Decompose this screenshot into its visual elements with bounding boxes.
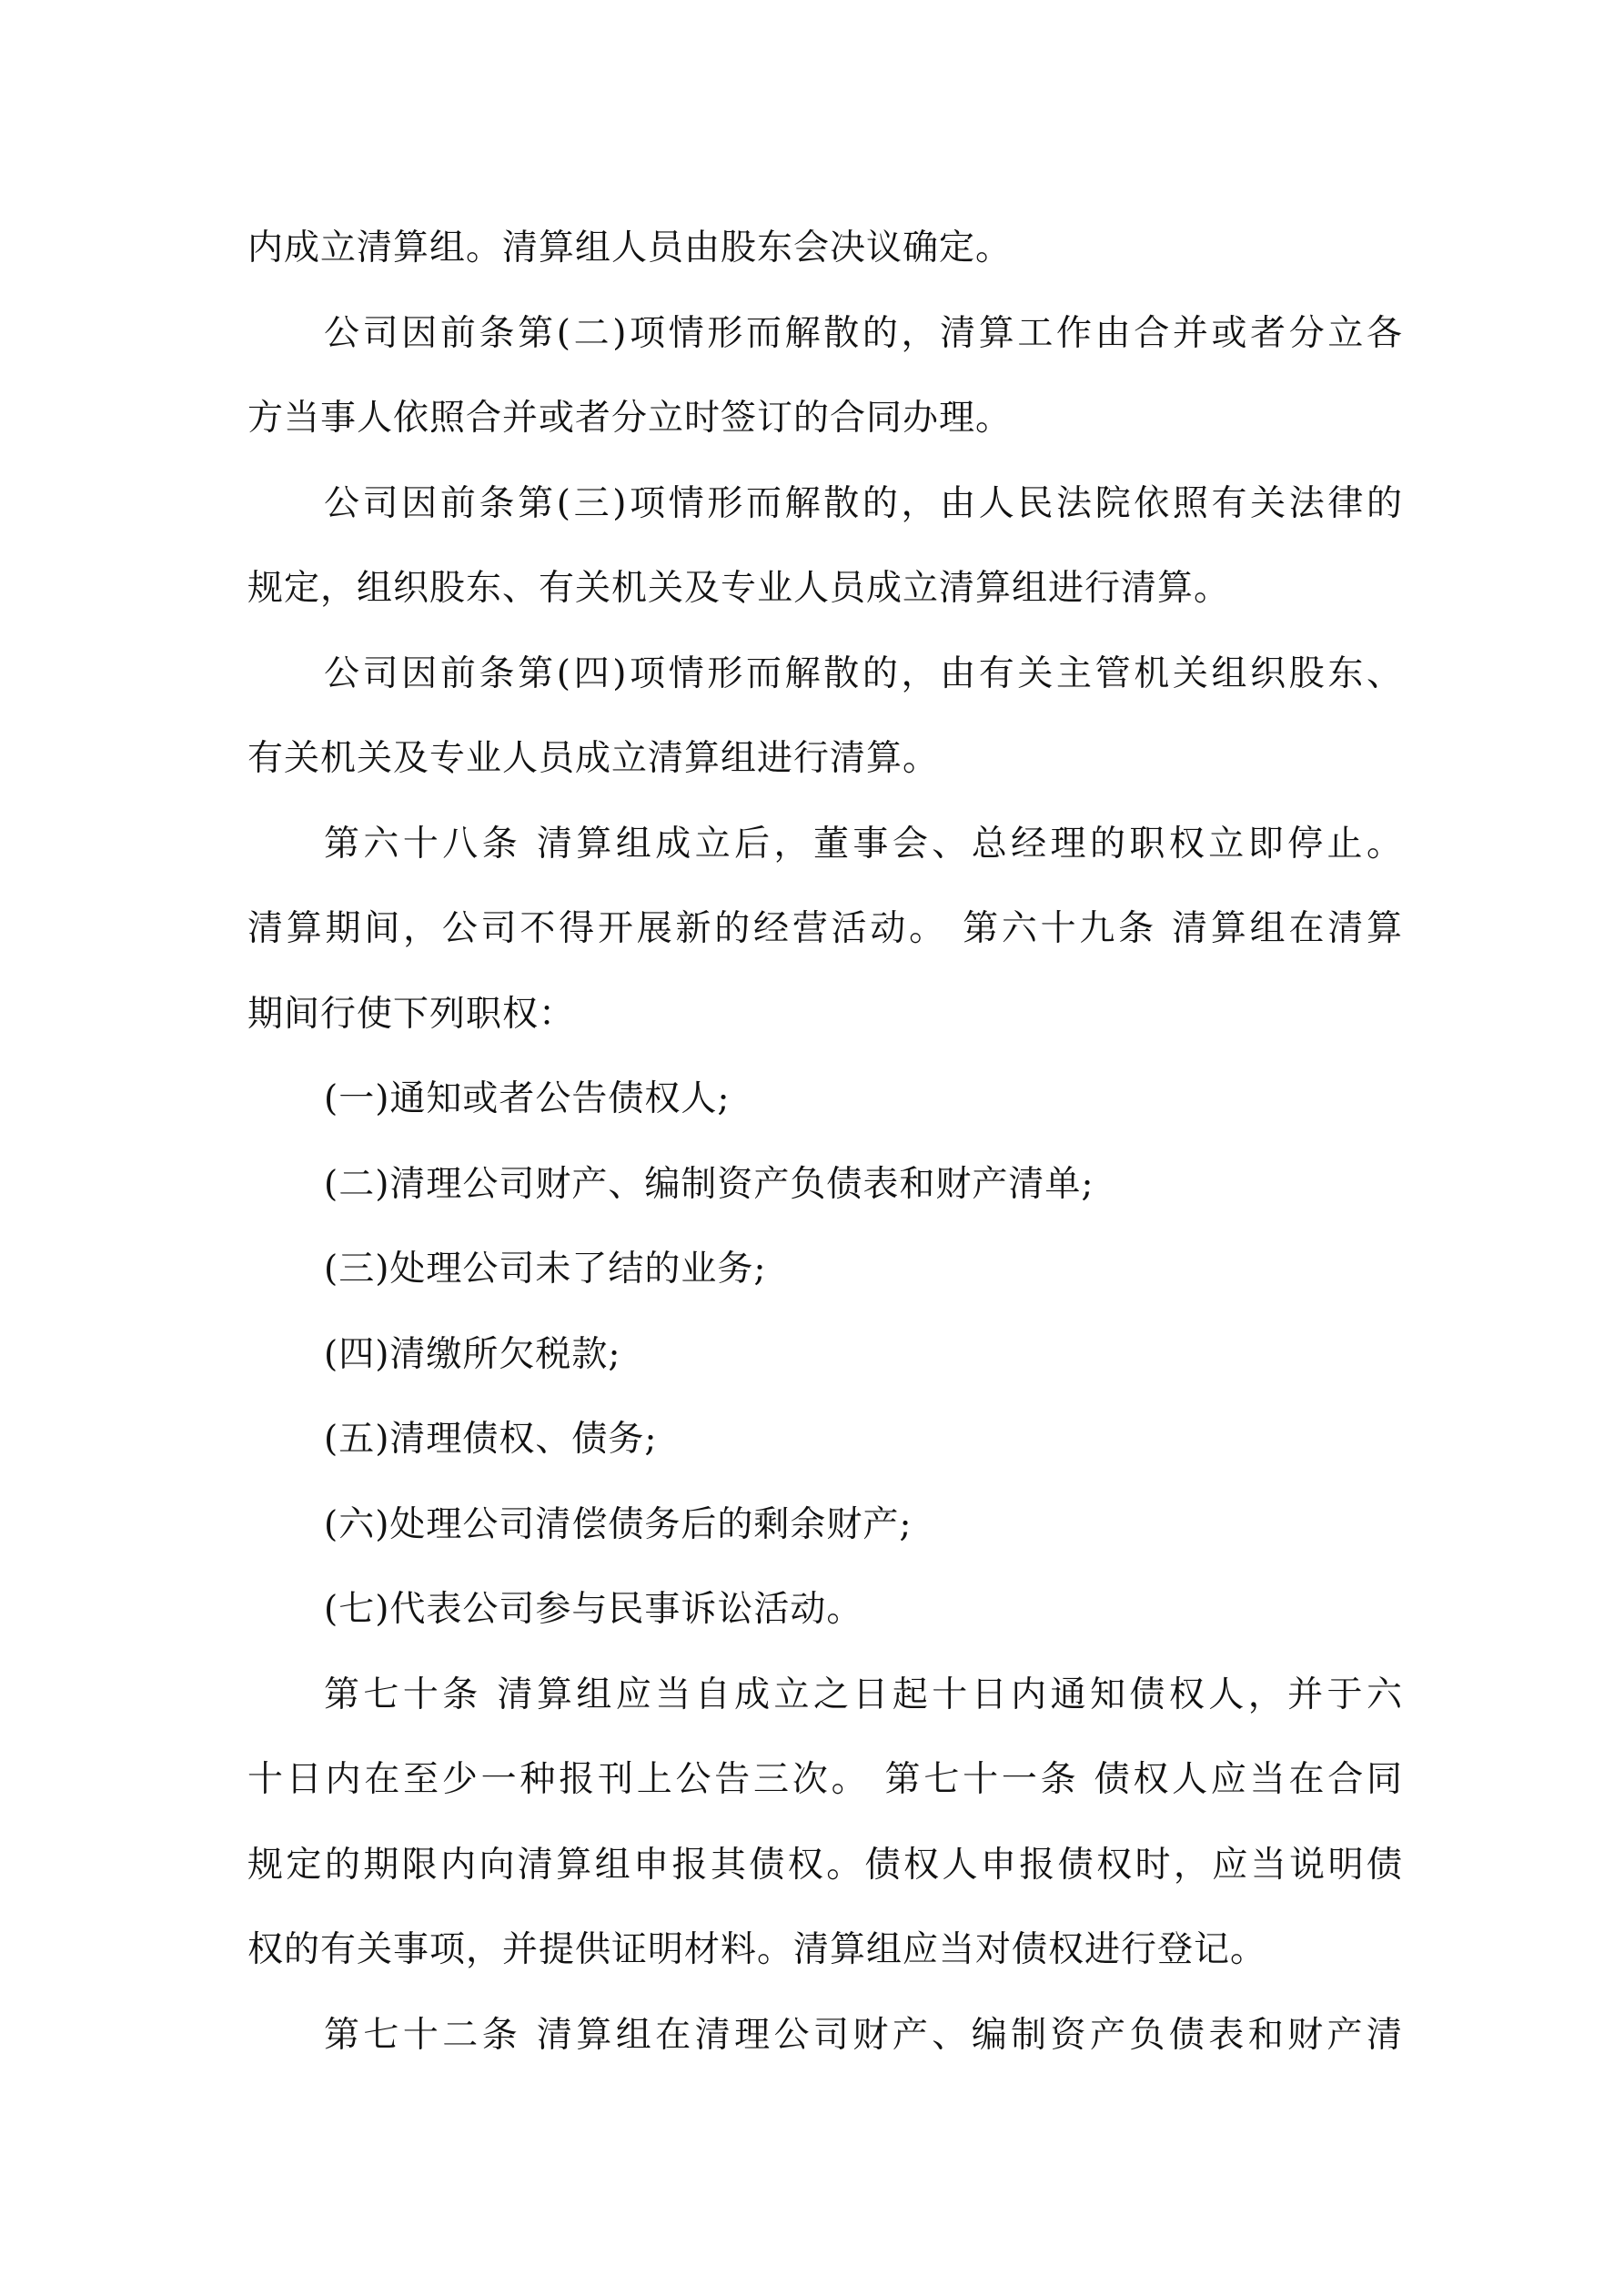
text-line: 公司因前条第(三)项情形而解散的，由人民法院依照有关法律的 <box>324 482 1403 524</box>
text-line: 公司因前条第(四)项情形而解散的，由有关主管机关组织股东、 <box>324 652 1403 694</box>
text-line: 第七十条 清算组应当自成立之日起十日内通知债权人，并于六 <box>324 1674 1403 1715</box>
text-line: 权的有关事项，并提供证明材料。清算组应当对债权进行登记。 <box>247 1929 1267 1970</box>
list-item: (五)清理债权、债务; <box>324 1419 658 1460</box>
list-item: (四)清缴所欠税款; <box>324 1333 621 1375</box>
text-line: 十日内在至少一种报刊上公告三次。 第七十一条 债权人应当在合同 <box>247 1759 1403 1800</box>
text-line: 内成立清算组。清算组人员由股东会决议确定。 <box>247 228 1013 268</box>
list-item: (二)清理公司财产、编制资产负债表和财产清单; <box>324 1163 1094 1205</box>
list-item: (六)处理公司清偿债务后的剩余财产; <box>324 1503 913 1545</box>
text-line: 清算期间，公司不得开展新的经营活动。 第六十九条 清算组在清算 <box>247 908 1403 949</box>
text-line: 期间行使下列职权： <box>247 993 576 1035</box>
text-line: 方当事人依照合并或者分立时签订的合同办理。 <box>247 398 1013 439</box>
text-line: 有关机关及专业人员成立清算组进行清算。 <box>247 738 940 779</box>
text-line: 第七十二条 清算组在清理公司财产、编制资产负债表和财产清 <box>324 2014 1403 2056</box>
text-line: 规定的期限内向清算组申报其债权。债权人申报债权时，应当说明债 <box>247 1844 1403 1886</box>
list-item: (一)通知或者公告债权人; <box>324 1078 731 1119</box>
text-line: 第六十八条 清算组成立后，董事会、总经理的职权立即停止。 <box>324 823 1403 865</box>
text-line: 规定，组织股东、有关机关及专业人员成立清算组进行清算。 <box>247 568 1231 609</box>
list-item: (七)代表公司参与民事诉讼活动。 <box>324 1589 863 1630</box>
text-line: 公司因前条第(二)项情形而解散的，清算工作由合并或者分立各 <box>324 312 1403 354</box>
document-body <box>247 206 1403 2078</box>
list-item: (三)处理公司未了结的业务; <box>324 1249 767 1290</box>
